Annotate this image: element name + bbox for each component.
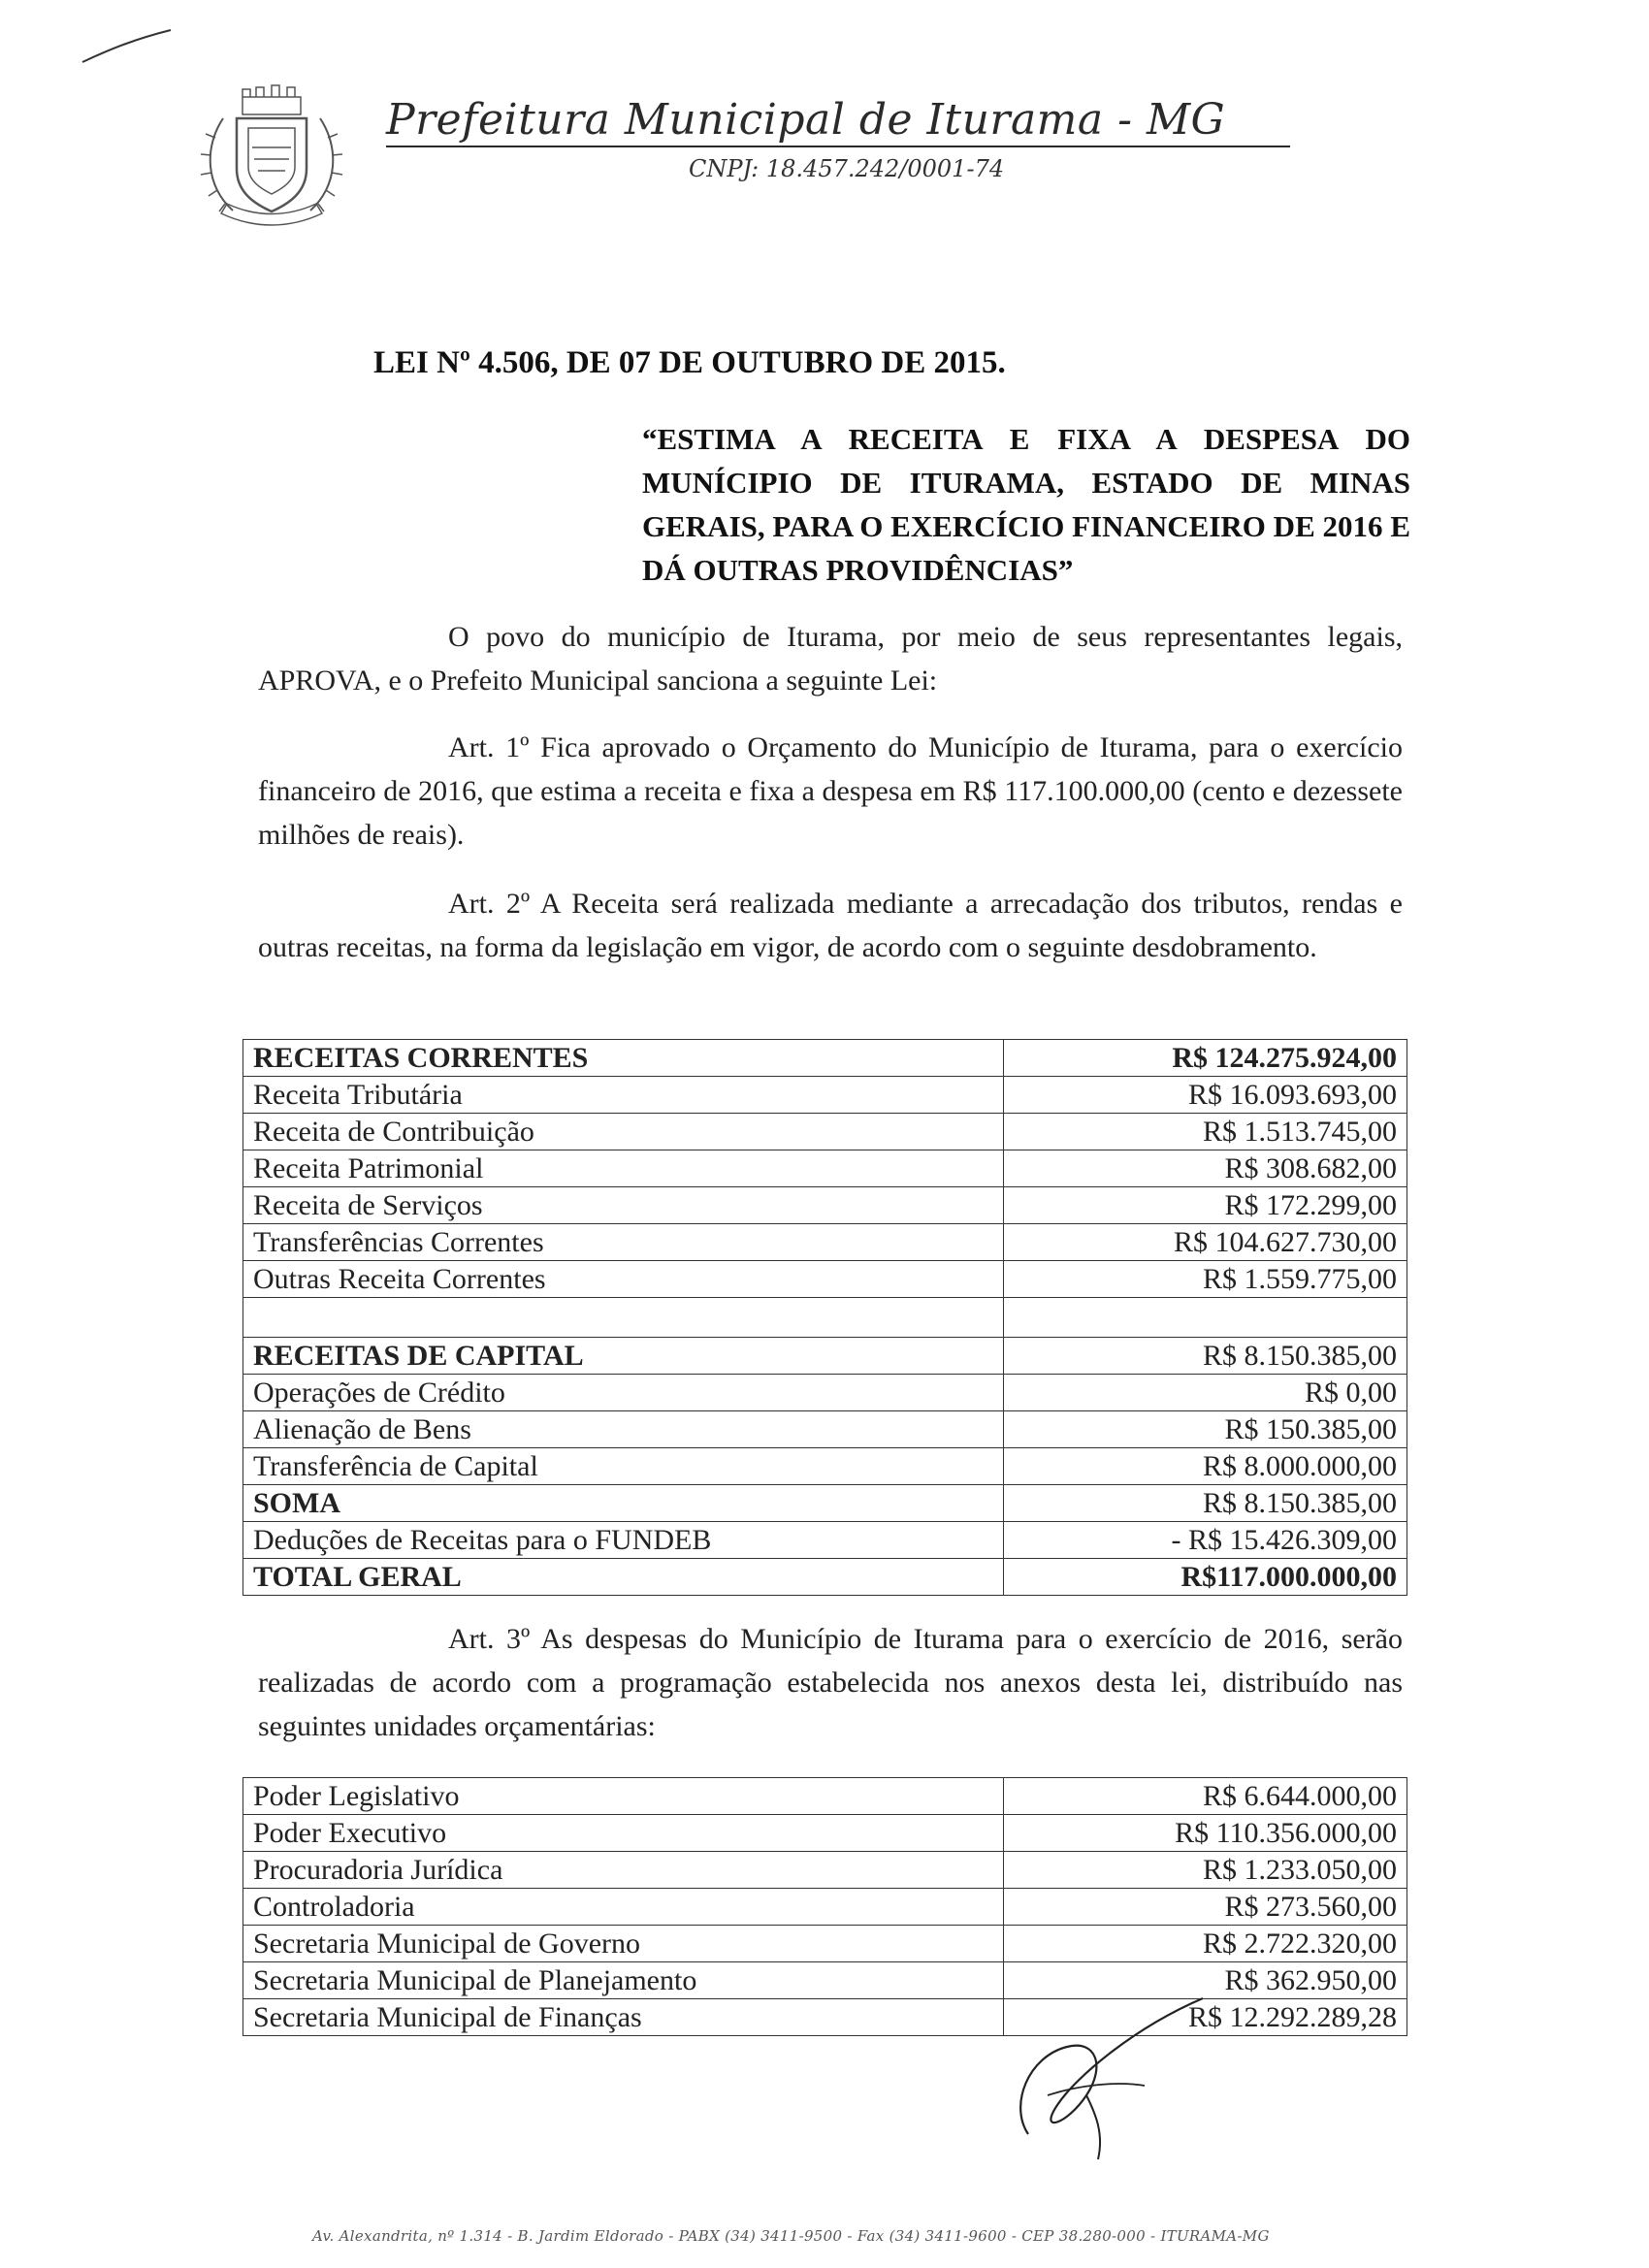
table-row [243, 1411, 1407, 1448]
row-value: R$ 2.722.320,00 [1004, 1926, 1407, 1962]
row-label: Alienação de Bens [243, 1411, 1004, 1448]
law-title: LEI Nº 4.506, DE 07 DE OUTUBRO DE 2015. [373, 345, 1006, 380]
table-row [243, 1375, 1407, 1411]
row-label: Receita Tributária [243, 1077, 1004, 1114]
row-value: R$ 6.644.000,00 [1004, 1778, 1407, 1815]
row-value-empty [1004, 1298, 1407, 1338]
row-label: Procuradoria Jurídica [243, 1852, 1004, 1889]
footer-address: Av. Alexandrita, nº 1.314 - B. Jardim Eldorado - PABX (34) 3411-9500 - Fax (34) 3411-9600 - CEP 38.280-000 - ITURAMA-MG [312, 2227, 1270, 2245]
table-row [243, 1077, 1407, 1114]
row-value: R$ 1.513.745,00 [1004, 1114, 1407, 1150]
row-label: Poder Executivo [243, 1815, 1004, 1852]
table-row [243, 1852, 1407, 1889]
row-label: Deduções de Receitas para o FUNDEB [243, 1522, 1004, 1559]
row-value: R$ 308.682,00 [1004, 1150, 1407, 1187]
row-value: R$ 16.093.693,00 [1004, 1077, 1407, 1114]
table-row [243, 1261, 1407, 1298]
row-value: R$ 362.950,00 [1004, 1962, 1407, 1999]
row-label: Secretaria Municipal de Finanças [243, 1999, 1004, 2036]
row-label: Receita de Contribuição [243, 1114, 1004, 1150]
intro-paragraph [258, 615, 1403, 702]
row-label: RECEITAS DE CAPITAL [243, 1338, 1004, 1375]
pen-stroke-mark [78, 27, 175, 66]
expenditure-table [242, 1777, 1407, 2036]
article-3-text: Art. 3º As despesas do Município de Iturama para o exercício de 2016, serão realizadas de acordo com a programação estabelecida nos anexos desta lei, distribuído nas seguintes unidades orçamentárias: [258, 1623, 1403, 1742]
table-row-blank [243, 1298, 1407, 1338]
table-row [243, 1485, 1407, 1522]
header-underline [386, 146, 1290, 147]
article-2 [258, 882, 1403, 969]
municipality-name: Prefeitura Municipal de Iturama - MG [386, 95, 1226, 145]
article-1-text: Art. 1º Fica aprovado o Orçamento do Município de Iturama, para o exercício financeiro de 2016, que estima a receita e fixa a despesa em R$ 117.100.000,00 (cento e dezessete milhões de reais). [258, 731, 1403, 851]
table-row-total [243, 1559, 1407, 1596]
table-row [243, 1926, 1407, 1962]
row-label: RECEITAS CORRENTES [243, 1040, 1004, 1077]
row-label: Receita de Serviços [243, 1187, 1004, 1224]
table-row [243, 1999, 1407, 2036]
row-value: R$ 8.150.385,00 [1004, 1338, 1407, 1375]
handwritten-signature-icon [989, 1989, 1212, 2163]
row-label-empty [243, 1298, 1004, 1338]
row-value: R$ 273.560,00 [1004, 1889, 1407, 1926]
law-ementa: “ESTIMA A RECEITA E FIXA A DESPESA DO MUNÍCIPIO DE ITURAMA, ESTADO DE MINAS GERAIS, PARA O EXERCÍCIO FINANCEIRO DE 2016 E DÁ OUTRAS PROVIDÊNCIAS” [642, 422, 1410, 587]
row-label: Transferências Correntes [243, 1224, 1004, 1261]
row-label: Secretaria Municipal de Planejamento [243, 1962, 1004, 1999]
row-value: R$ 8.000.000,00 [1004, 1448, 1407, 1485]
row-label: Operações de Crédito [243, 1375, 1004, 1411]
intro-text: O povo do município de Iturama, por meio de seus representantes legais, APROVA, e o Prefeito Municipal sanciona a seguinte Lei: [258, 621, 1403, 697]
row-value: R$117.000.000,00 [1004, 1559, 1407, 1596]
table-row [243, 1889, 1407, 1926]
row-label: Transferência de Capital [243, 1448, 1004, 1485]
cnpj-number: CNPJ: 18.457.242/0001-74 [689, 155, 1005, 182]
row-label: Outras Receita Correntes [243, 1261, 1004, 1298]
table-row [243, 1224, 1407, 1261]
row-label: Secretaria Municipal de Governo [243, 1926, 1004, 1962]
table-row [243, 1778, 1407, 1815]
table-row [243, 1448, 1407, 1485]
table-row [243, 1338, 1407, 1375]
row-value: R$ 0,00 [1004, 1375, 1407, 1411]
row-value: R$ 12.292.289,28 [1004, 1999, 1407, 2036]
table-row [243, 1815, 1407, 1852]
row-value: R$ 1.233.050,00 [1004, 1852, 1407, 1889]
row-label: Controladoria [243, 1889, 1004, 1926]
row-label: SOMA [243, 1485, 1004, 1522]
row-value: R$ 1.559.775,00 [1004, 1261, 1407, 1298]
article-3 [258, 1617, 1403, 1748]
revenue-table [242, 1039, 1407, 1596]
row-value: R$ 8.150.385,00 [1004, 1485, 1407, 1522]
table-row [243, 1187, 1407, 1224]
row-value: R$ 150.385,00 [1004, 1411, 1407, 1448]
table-row [243, 1040, 1407, 1077]
table-row [243, 1522, 1407, 1559]
row-label: Receita Patrimonial [243, 1150, 1004, 1187]
row-value: R$ 172.299,00 [1004, 1187, 1407, 1224]
municipal-coat-of-arms-icon [194, 80, 349, 235]
row-value: R$ 124.275.924,00 [1004, 1040, 1407, 1077]
table-row [243, 1962, 1407, 1999]
row-value: R$ 104.627.730,00 [1004, 1224, 1407, 1261]
row-label: Poder Legislativo [243, 1778, 1004, 1815]
row-value: R$ 110.356.000,00 [1004, 1815, 1407, 1852]
table-row [243, 1114, 1407, 1150]
row-label: TOTAL GERAL [243, 1559, 1004, 1596]
article-2-text: Art. 2º A Receita será realizada mediante a arrecadação dos tributos, rendas e outras receitas, na forma da legislação em vigor, de acordo com o seguinte desdobramento. [258, 888, 1403, 963]
row-value: - R$ 15.426.309,00 [1004, 1522, 1407, 1559]
article-1 [258, 726, 1403, 857]
table-row [243, 1150, 1407, 1187]
